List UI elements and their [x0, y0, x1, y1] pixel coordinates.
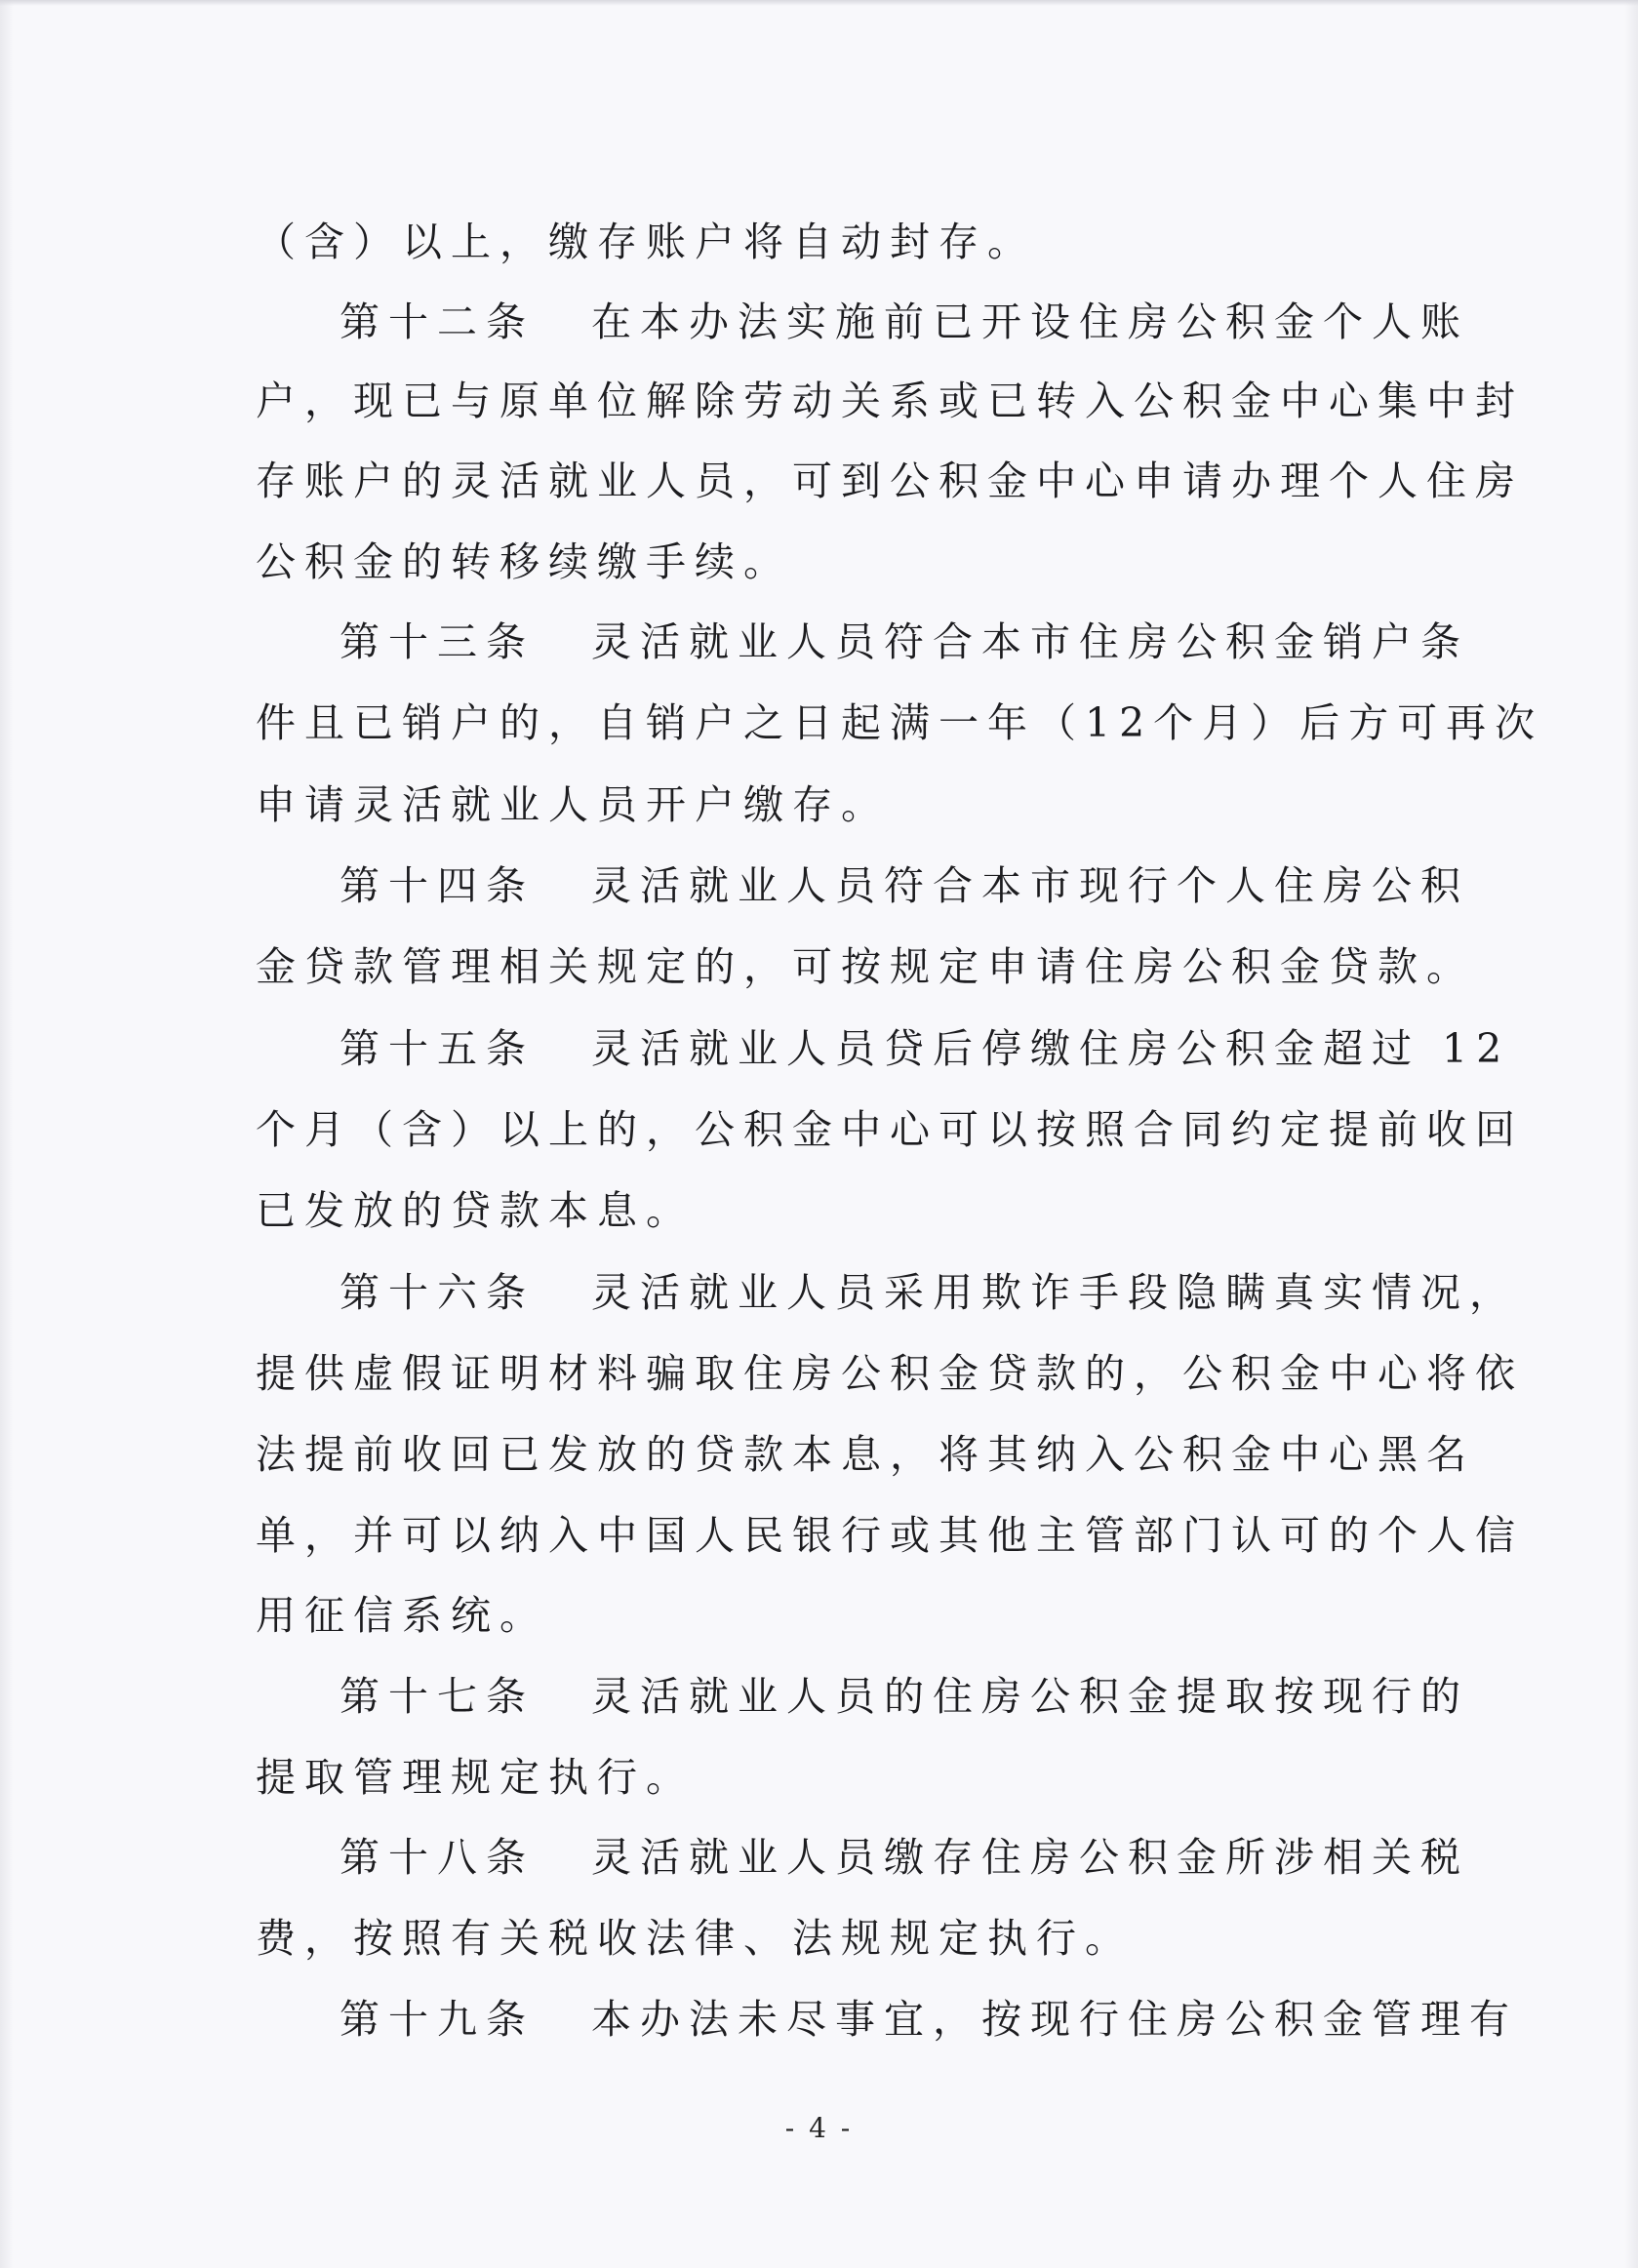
text-line: 已发放的贷款本息。: [256, 1187, 695, 1234]
article-16-heading-line: [340, 1252, 1518, 1333]
text-line: 存账户的灵活就业人员，可到公积金中心申请办理个人住房: [256, 458, 1524, 504]
text-line: 公积金的转移续缴手续。: [256, 538, 792, 585]
text-line: 申请灵活就业人员开户缴存。: [256, 781, 890, 828]
text-line: 个月（含）以上的，公积金中心可以按照合同约定提前收回: [256, 1106, 1524, 1153]
text-line: 提供虚假证明材料骗取住房公积金贷款的，公积金中心将依: [256, 1350, 1524, 1397]
article-text: 灵活就业人员贷后停缴住房公积金超过 12: [591, 1025, 1511, 1072]
page-number: - 4 -: [784, 2112, 854, 2144]
text-line: 金贷款管理相关规定的，可按规定申请住房公积金贷款。: [256, 943, 1475, 990]
article-18-heading-line: [340, 1816, 1469, 1898]
text-line: 件且已销户的，自销户之日起满一年（12个月）后方可再次: [256, 699, 1544, 746]
text-line: 用征信系统。: [256, 1592, 548, 1639]
article-number: 第十四条: [340, 862, 535, 909]
text-line: 提取管理规定执行。: [256, 1754, 695, 1801]
article-text: 灵活就业人员采用欺诈手段隐瞒真实情况，: [591, 1269, 1518, 1316]
article-14-heading-line: [340, 845, 1469, 927]
article-number: 第十三条: [340, 618, 535, 665]
text-line: 费，按照有关税收法律、法规规定执行。: [256, 1915, 1134, 1962]
article-17-heading-line: [340, 1655, 1469, 1737]
page-edge-shadow: [0, 0, 1638, 6]
article-12-heading-line: [340, 281, 1469, 363]
article-text: 本办法未尽事宜，按现行住房公积金管理有: [591, 1996, 1518, 2043]
text-line: 单，并可以纳入中国人民银行或其他主管部门认可的个人信: [256, 1512, 1524, 1559]
article-number: 第十七条: [340, 1673, 535, 1720]
article-text: 在本办法实施前已开设住房公积金个人账: [591, 298, 1469, 345]
article-number: 第十二条: [340, 298, 535, 345]
article-text: 灵活就业人员的住房公积金提取按现行的: [591, 1673, 1469, 1720]
article-13-heading-line: [340, 601, 1469, 683]
article-15-heading-line: [340, 1008, 1511, 1090]
article-text: 灵活就业人员符合本市住房公积金销户条: [591, 618, 1469, 665]
article-number: 第十五条: [340, 1025, 535, 1072]
article-text: 灵活就业人员符合本市现行个人住房公积: [591, 862, 1469, 909]
article-number: 第十八条: [340, 1834, 535, 1881]
text-line: 户，现已与原单位解除劳动关系或已转入公积金中心集中封: [256, 378, 1524, 424]
text-line: 法提前收回已发放的贷款本息，将其纳入公积金中心黑名: [256, 1431, 1475, 1478]
text-line: （含）以上，缴存账户将自动封存。: [256, 219, 1036, 265]
article-number: 第十九条: [340, 1996, 535, 2043]
article-text: 灵活就业人员缴存住房公积金所涉相关税: [591, 1834, 1469, 1881]
article-19-heading-line: [340, 1978, 1518, 2060]
article-number: 第十六条: [340, 1269, 535, 1316]
